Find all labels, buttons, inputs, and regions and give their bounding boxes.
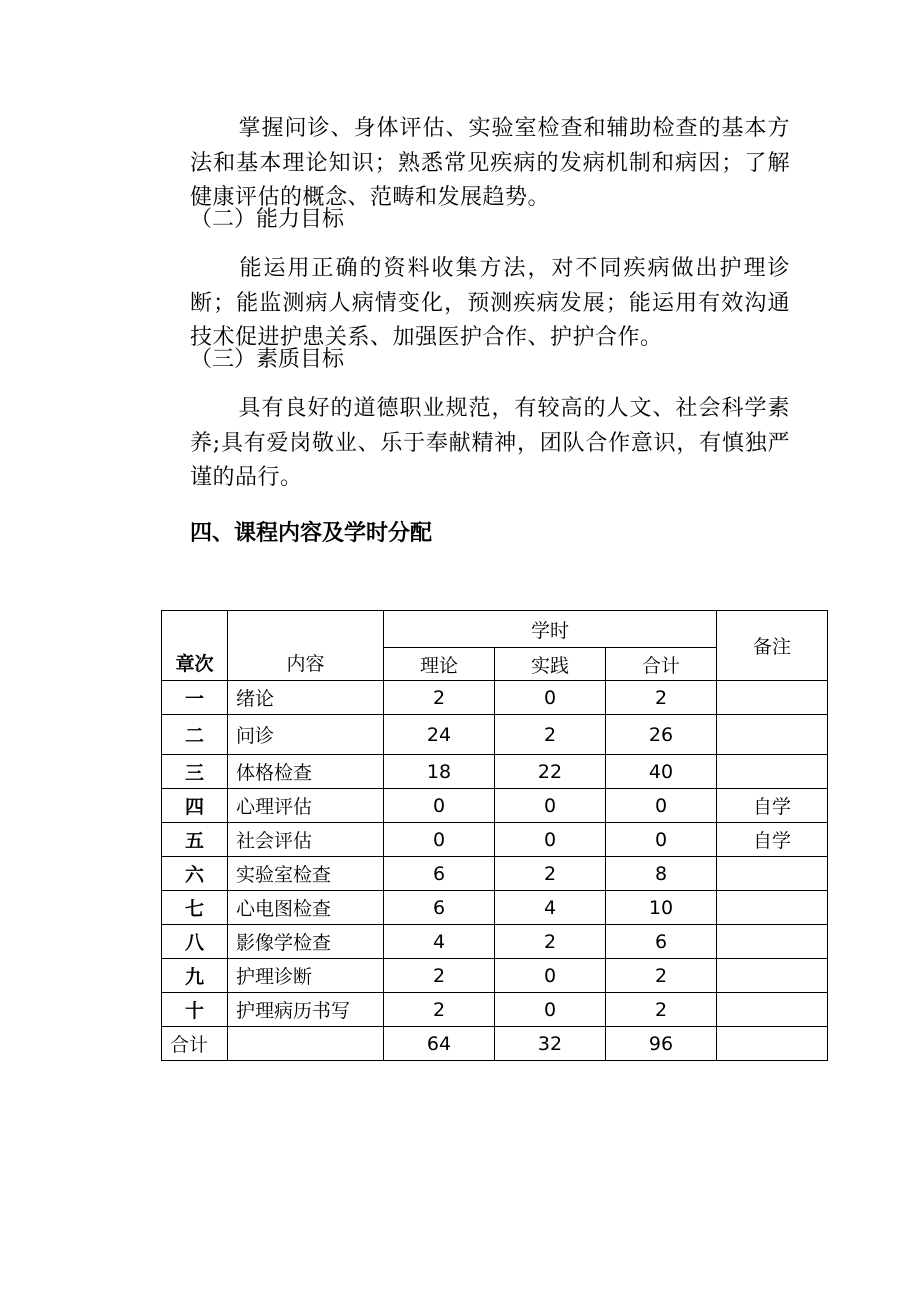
total-row-remarks bbox=[717, 1027, 828, 1061]
row-remarks bbox=[717, 857, 828, 891]
header-content: 内容 bbox=[228, 611, 384, 681]
table-total-row bbox=[162, 1027, 828, 1061]
row-theory: 2 bbox=[384, 993, 495, 1027]
row-remarks: 自学 bbox=[717, 789, 828, 823]
table-row bbox=[162, 959, 828, 993]
row-remarks bbox=[717, 891, 828, 925]
table-row bbox=[162, 681, 828, 715]
row-theory: 0 bbox=[384, 789, 495, 823]
row-chapter: 十 bbox=[162, 993, 228, 1027]
ability-paragraph bbox=[190, 252, 790, 356]
row-practice: 2 bbox=[495, 857, 606, 891]
row-total: 6 bbox=[606, 925, 717, 959]
row-chapter: 七 bbox=[162, 891, 228, 925]
row-chapter: 四 bbox=[162, 789, 228, 823]
row-theory: 24 bbox=[384, 715, 495, 755]
row-content: 护理病历书写 bbox=[228, 993, 384, 1027]
header-practice: 实践 bbox=[495, 648, 606, 681]
row-practice: 2 bbox=[495, 715, 606, 755]
ability-text: 能运用正确的资料收集方法，对不同疾病做出护理诊断；能监测病人病情变化，预测疾病发展；能运用有效沟通技术促进护患关系、加强医护合作、护护合作。 bbox=[190, 256, 790, 350]
row-theory: 6 bbox=[384, 857, 495, 891]
row-theory: 6 bbox=[384, 891, 495, 925]
row-content: 护理诊断 bbox=[228, 959, 384, 993]
row-practice: 0 bbox=[495, 681, 606, 715]
table-row bbox=[162, 891, 828, 925]
row-content: 问诊 bbox=[228, 715, 384, 755]
ability-heading: （二）能力目标 bbox=[190, 207, 345, 232]
row-practice: 0 bbox=[495, 993, 606, 1027]
row-theory: 18 bbox=[384, 755, 495, 789]
quality-text: 具有良好的道德职业规范，有较高的人文、社会科学素养;具有爱岗敬业、乐于奉献精神，团队合作意识，有慎独严谨的品行。 bbox=[190, 396, 790, 490]
row-total: 40 bbox=[606, 755, 717, 789]
total-row-content bbox=[228, 1027, 384, 1061]
header-chapter: 章次 bbox=[162, 611, 228, 681]
row-content: 社会评估 bbox=[228, 823, 384, 857]
knowledge-text: 掌握问诊、身体评估、实验室检查和辅助检查的基本方法和基本理论知识；熟悉常见疾病的发病机制和病因；了解健康评估的概念、范畴和发展趋势。 bbox=[190, 116, 790, 210]
row-total: 2 bbox=[606, 959, 717, 993]
row-total: 2 bbox=[606, 681, 717, 715]
row-remarks bbox=[717, 959, 828, 993]
header-total: 合计 bbox=[606, 648, 717, 681]
row-theory: 2 bbox=[384, 681, 495, 715]
row-content: 体格检查 bbox=[228, 755, 384, 789]
table-row bbox=[162, 715, 828, 755]
row-chapter: 六 bbox=[162, 857, 228, 891]
row-remarks bbox=[717, 925, 828, 959]
table-row bbox=[162, 755, 828, 789]
table-row bbox=[162, 823, 828, 857]
row-content: 影像学检查 bbox=[228, 925, 384, 959]
row-total: 10 bbox=[606, 891, 717, 925]
row-practice: 4 bbox=[495, 891, 606, 925]
header-remarks: 备注 bbox=[717, 611, 828, 681]
quality-paragraph bbox=[190, 392, 790, 496]
row-remarks bbox=[717, 715, 828, 755]
row-chapter: 一 bbox=[162, 681, 228, 715]
row-theory: 2 bbox=[384, 959, 495, 993]
row-practice: 0 bbox=[495, 959, 606, 993]
row-remarks bbox=[717, 681, 828, 715]
row-remarks bbox=[717, 993, 828, 1027]
row-total: 2 bbox=[606, 993, 717, 1027]
total-row-practice: 32 bbox=[495, 1027, 606, 1061]
total-row-label: 合计 bbox=[162, 1027, 228, 1061]
section-title: 四、课程内容及学时分配 bbox=[190, 521, 433, 546]
row-total: 26 bbox=[606, 715, 717, 755]
header-theory: 理论 bbox=[384, 648, 495, 681]
row-chapter: 九 bbox=[162, 959, 228, 993]
total-row-total: 96 bbox=[606, 1027, 717, 1061]
row-practice: 2 bbox=[495, 925, 606, 959]
row-content: 实验室检查 bbox=[228, 857, 384, 891]
row-content: 心电图检查 bbox=[228, 891, 384, 925]
row-chapter: 五 bbox=[162, 823, 228, 857]
course-hours-table bbox=[161, 610, 828, 1061]
quality-heading: （三）素质目标 bbox=[190, 347, 345, 372]
row-content: 心理评估 bbox=[228, 789, 384, 823]
row-practice: 0 bbox=[495, 789, 606, 823]
knowledge-paragraph bbox=[190, 112, 790, 216]
total-row-theory: 64 bbox=[384, 1027, 495, 1061]
row-remarks: 自学 bbox=[717, 823, 828, 857]
table-row bbox=[162, 857, 828, 891]
row-theory: 0 bbox=[384, 823, 495, 857]
table-header-row bbox=[162, 611, 828, 648]
row-content: 绪论 bbox=[228, 681, 384, 715]
header-hours: 学时 bbox=[384, 611, 717, 648]
row-practice: 22 bbox=[495, 755, 606, 789]
row-chapter: 三 bbox=[162, 755, 228, 789]
row-total: 0 bbox=[606, 789, 717, 823]
row-theory: 4 bbox=[384, 925, 495, 959]
row-total: 8 bbox=[606, 857, 717, 891]
row-practice: 0 bbox=[495, 823, 606, 857]
table-row bbox=[162, 789, 828, 823]
table-row bbox=[162, 925, 828, 959]
table-row bbox=[162, 993, 828, 1027]
row-total: 0 bbox=[606, 823, 717, 857]
row-chapter: 八 bbox=[162, 925, 228, 959]
row-remarks bbox=[717, 755, 828, 789]
row-chapter: 二 bbox=[162, 715, 228, 755]
